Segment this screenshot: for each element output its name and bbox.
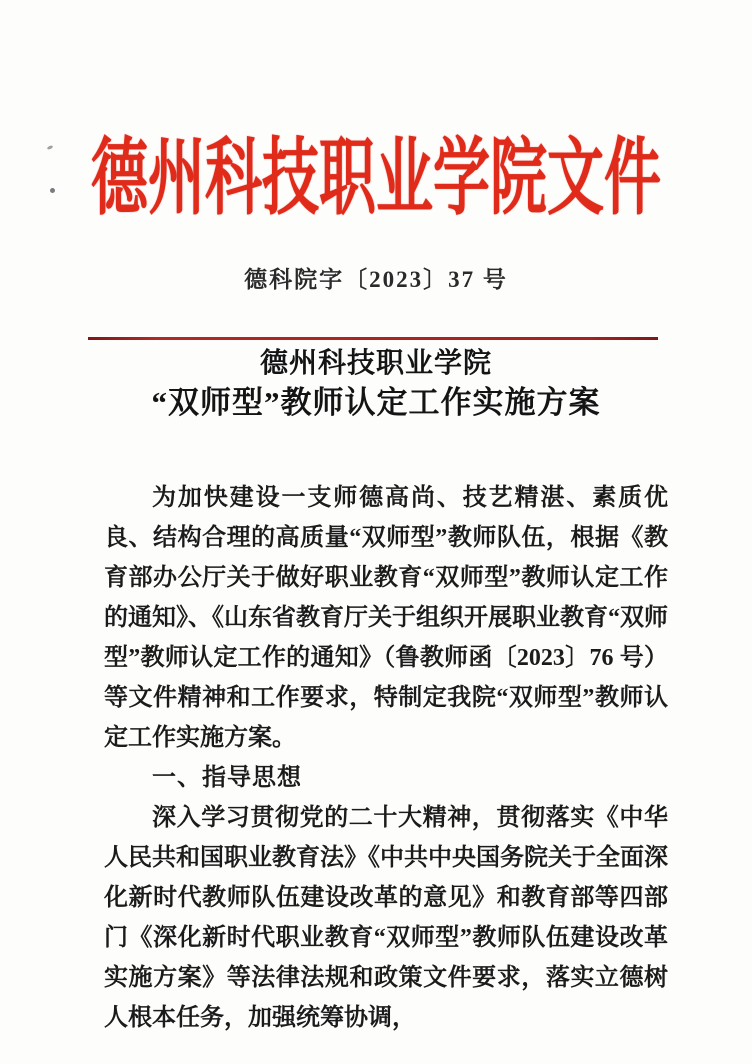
letterhead-title — [0, 130, 752, 230]
letterhead-title-text: 德州科技职业学院文件 — [91, 132, 661, 226]
body-paragraph: 深入学习贯彻党的二十大精神，贯彻落实《中华人民共和国职业教育法》《中共中央国务院关于全面深化新时代教师队伍建设改革的意见》和教育部等四部门《深化新时代职业教育“双师型”教师队伍建设改革实施方案》等法律法规和政策文件要求，落实立德树人根本任务，加强统筹协调， — [104, 805, 668, 1031]
document-body — [104, 478, 668, 1038]
document-title — [0, 344, 752, 423]
section-heading: 一、指导思想 — [152, 765, 302, 791]
document-title-line2: “双师型”教师认定工作实施方案 — [151, 385, 601, 420]
red-separator-line — [88, 337, 658, 340]
document-title-line1: 德州科技职业学院 — [259, 348, 492, 379]
body-paragraph: 为加快建设一支师德高尚、技艺精湛、素质优良、结构合理的高质量“双师型”教师队伍，根据《教育部办公厅关于做好职业教育“双师型”教师认定工作的通知》、《山东省教育厅关于组织开展职业教育“双师型”教师认定工作的通知》（鲁教师函〔2023〕76 号）等文件精神和工作要求，特制定我院“双师型”教师认定工作实施方案。 — [104, 485, 668, 751]
document-number: 德科院字〔2023〕37 号 — [244, 267, 508, 292]
